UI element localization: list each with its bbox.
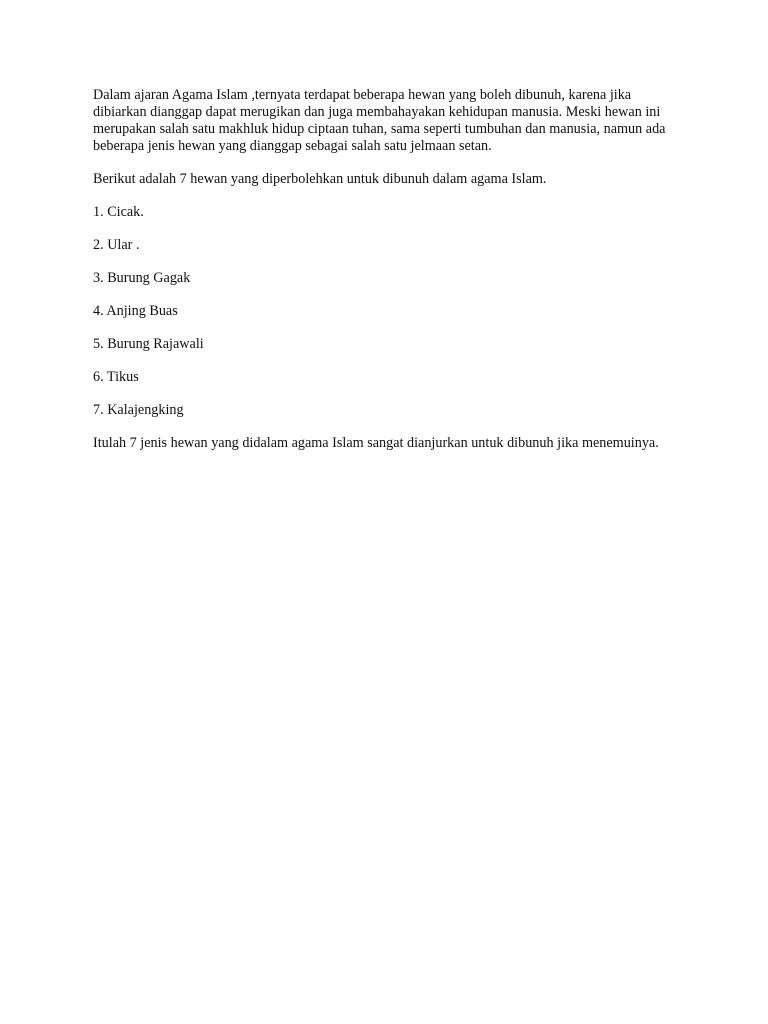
- list-item: 4. Anjing Buas: [93, 303, 178, 319]
- list-item: 3. Burung Gagak: [93, 270, 191, 286]
- closing-paragraph: Itulah 7 jenis hewan yang didalam agama Islam sangat dianjurkan untuk dibunuh jika menemuinya.: [93, 435, 659, 451]
- list-item: 2. Ular .: [93, 237, 140, 253]
- intro-paragraph: Dalam ajaran Agama Islam ,ternyata terdapat beberapa hewan yang boleh dibunuh, karena jika dibiarkan dianggap dapat merugikan dan juga membahayakan kehidupan manusia. Meski hewan ini merupakan salah satu makhluk hidup ciptaan tuhan, sama seperti tumbuhan dan manusia, namun ada beberapa jenis hewan yang dianggap sebagai salah satu jelmaan setan.: [93, 87, 666, 154]
- list-item: 5. Burung Rajawali: [93, 336, 204, 352]
- animal-list: [93, 204, 683, 419]
- list-item: 7. Kalajengking: [93, 402, 184, 418]
- list-item: 6. Tikus: [93, 369, 139, 385]
- list-item: 1. Cicak.: [93, 204, 144, 220]
- lead-paragraph: Berikut adalah 7 hewan yang diperbolehkan untuk dibunuh dalam agama Islam.: [93, 171, 547, 187]
- document-page: [93, 87, 683, 468]
